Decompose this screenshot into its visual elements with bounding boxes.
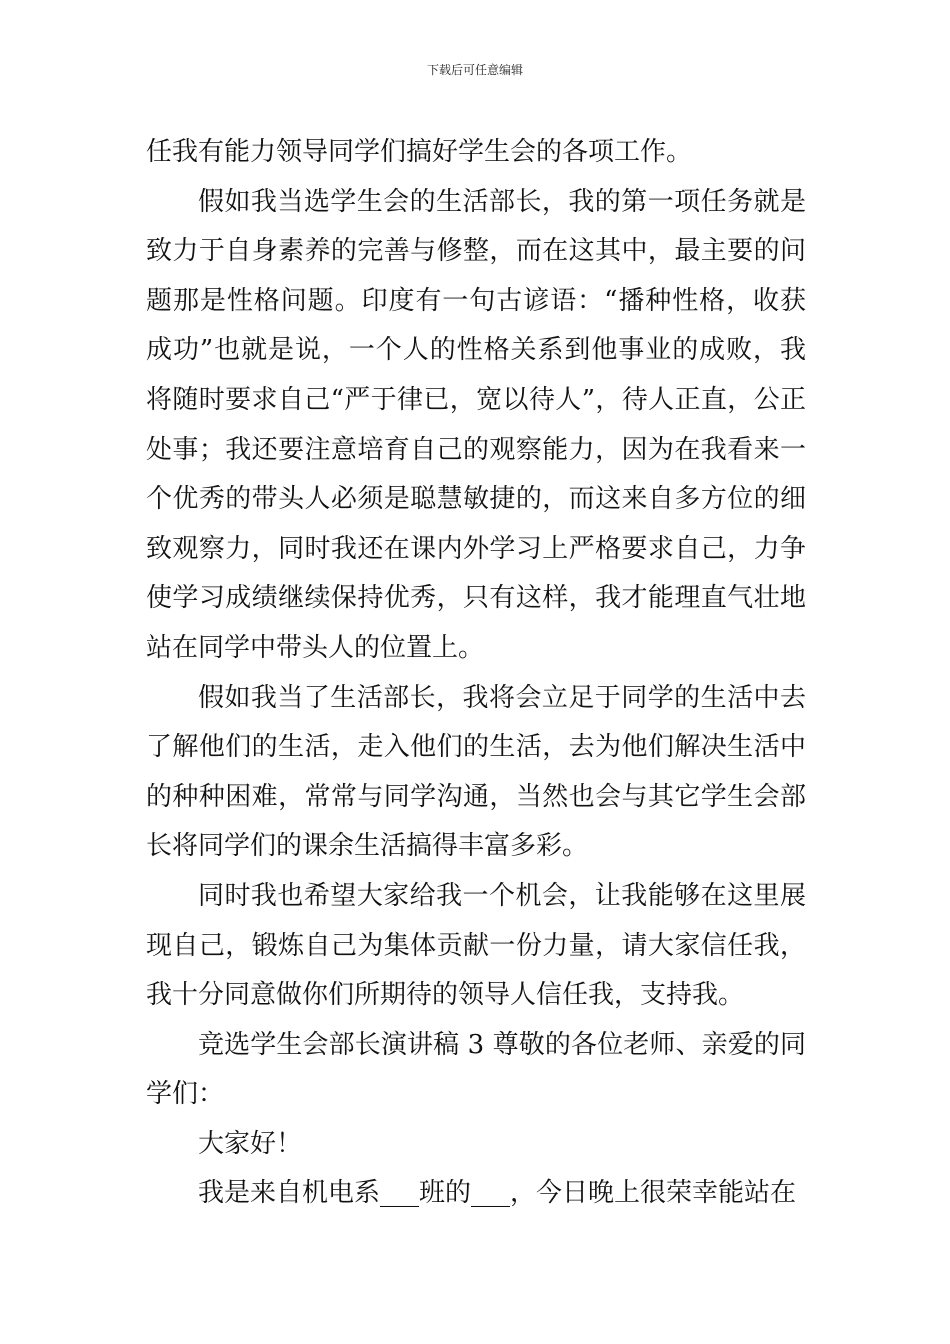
- paragraph-3: 假如我当了生活部长，我将会立足于同学的生活中去了解他们的生活，走入他们的生活，去为他们解决生活中的种种困难，常常与同学沟通，当然也会与其它学生会部长将同学们的课余生活搞得丰富多彩。: [146, 682, 806, 862]
- page-header: 下载后可任意编辑: [426, 63, 523, 77]
- paragraph-7: 我是来自机电系___班的___，今日晚上很荣幸能站在: [198, 1178, 797, 1209]
- paragraph-5: 竞选学生会部长演讲稿 3 尊敬的各位老师、亲爱的同学们：: [146, 1029, 806, 1110]
- document-body: [146, 128, 806, 1219]
- paragraph-4: 同时我也希望大家给我一个机会，让我能够在这里展现自己，锻炼自己为集体贡献一份力量，请大家信任我，我十分同意做你们所期待的领导人信任我，支持我。: [146, 880, 806, 1011]
- paragraph-1: 任我有能力领导同学们搞好学生会的各项工作。: [146, 137, 693, 167]
- paragraph-2: 假如我当选学生会的生活部长，我的第一项任务就是致力于自身素养的完善与修整，而在这其中，最主要的问题那是性格问题。印度有一句古谚语：“播种性格，收获成功”也就是说，一个人的性格关系到他事业的成败，我将随时要求自己“严于律已，宽以待人”，待人正直，公正处事；我还要注意培育自己的观察能力，因为在我看来一个优秀的带头人必须是聪慧敏捷的，而这来自多方位的细致观察力，同时我还在课内外学习上严格要求自己，力争使学习成绩继续保持优秀，只有这样，我才能理直气壮地站在同学中带头人的位置上。: [146, 186, 806, 663]
- paragraph-6: 大家好！: [198, 1128, 303, 1159]
